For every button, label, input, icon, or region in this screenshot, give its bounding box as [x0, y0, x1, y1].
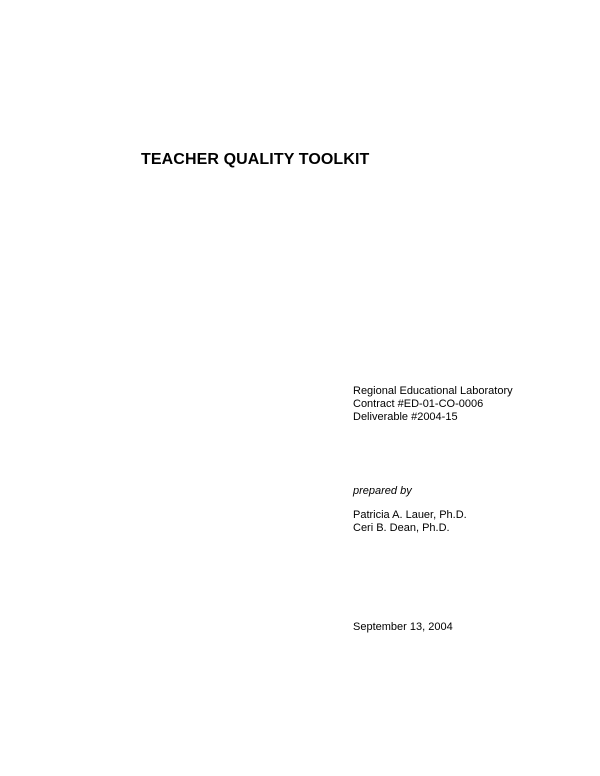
- document-title: TEACHER QUALITY TOOLKIT: [141, 151, 370, 168]
- prepared-by-label: prepared by: [353, 485, 412, 497]
- authors-block: [353, 509, 467, 535]
- author-name: Patricia A. Lauer, Ph.D.: [353, 509, 467, 521]
- deliverable-number: Deliverable #2004-15: [353, 411, 458, 423]
- contract-number: Contract #ED-01-CO-0006: [353, 398, 484, 410]
- author-name: Ceri B. Dean, Ph.D.: [353, 522, 450, 534]
- lab-name: Regional Educational Laboratory: [353, 385, 513, 397]
- contract-info-block: [353, 385, 513, 424]
- document-date: September 13, 2004: [353, 621, 453, 633]
